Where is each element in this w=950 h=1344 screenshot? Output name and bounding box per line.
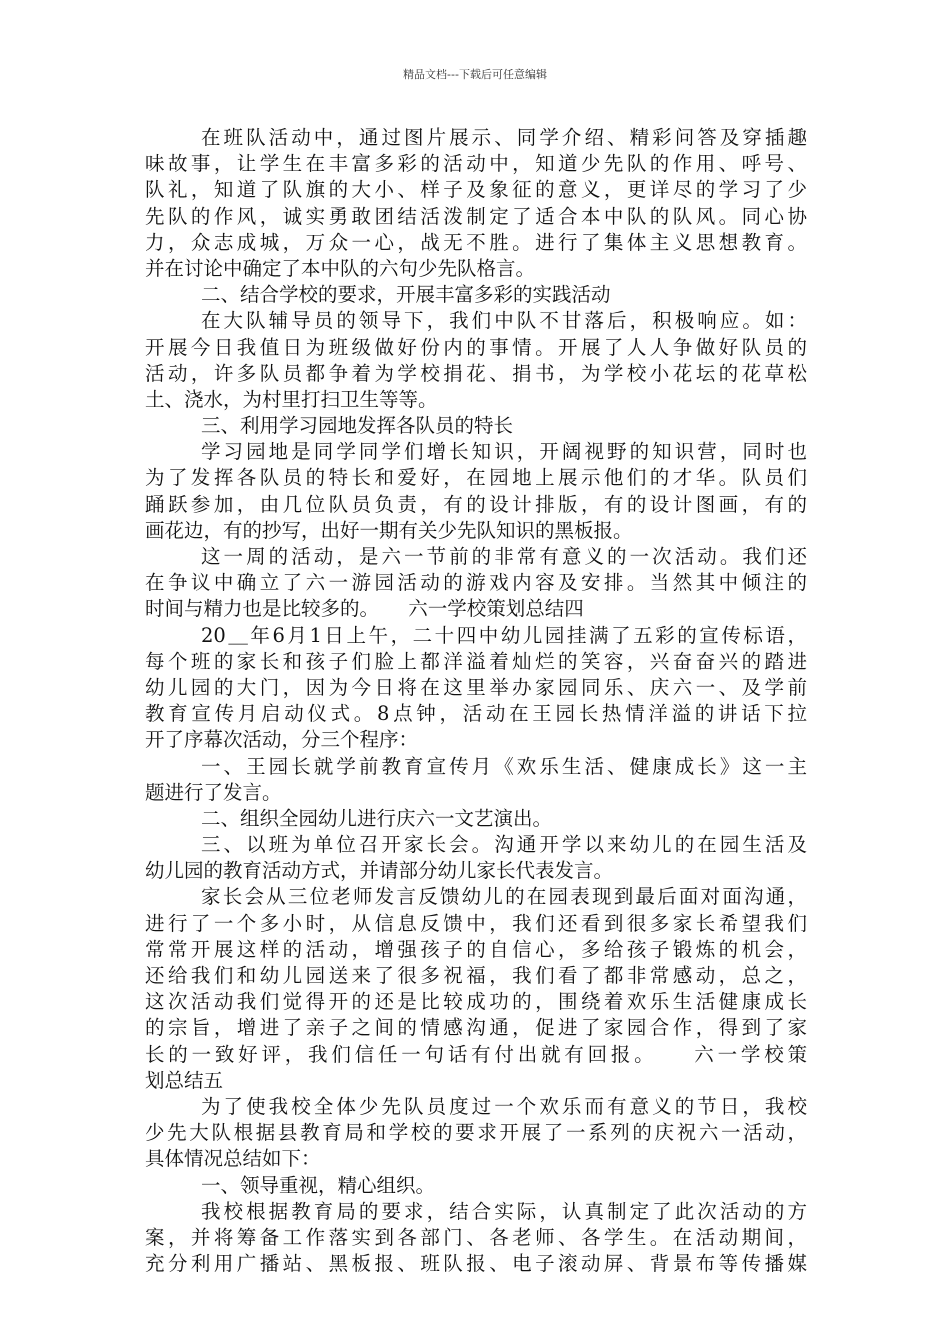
text-line: 每个班的家长和孩子们脸上都洋溢着灿烂的笑容，兴奋奋兴的踏进 [145,649,807,673]
text-line: 为了使我校全体少先队员度过一个欢乐而有意义的节日，我校 [201,1094,807,1118]
text-line: 时间与精力也是比较多的。 六一学校策划总结四 [145,597,584,621]
text-line: 踊跃参加，由几位队员负责，有的设计排版，有的设计图画，有的 [145,492,807,516]
text-line: 并在讨论中确定了本中队的六句少先队格言。 [145,256,536,280]
text-line: 土、浇水，为村里打扫卫生等等。 [145,387,438,411]
page-header: 精品文档---下载后可任意编辑 [403,68,547,81]
text-line: 充分利用广播站、黑板报、班队报、电子滚动屏、背景布等传播媒 [145,1252,807,1276]
text-line: 一、领导重视，精心组织。 [201,1173,436,1197]
text-line: 味故事，让学生在丰富多彩的活动中，知道少先队的作用、呼号、 [145,152,807,176]
text-line: 画花边，有的抄写，出好一期有关少先队知识的黑板报。 [145,518,633,542]
text-line: 在班队活动中，通过图片展示、同学介绍、精彩问答及穿插趣 [201,126,807,149]
text-line: 具体情况总结如下： [145,1147,321,1171]
text-line: 开展今日我值日为班级做好份内的事情。开展了人人争做好队员的 [145,335,807,359]
text-line: 我校根据教育局的要求，结合实际，认真制定了此次活动的方 [201,1199,807,1223]
text-line: 家长会从三位老师发言反馈幼儿的在园表现到最后面对面沟通， [201,885,807,909]
text-line: 划总结五 [145,1068,224,1092]
text-line: 三、以班为单位召开家长会。沟通开学以来幼儿的在园生活及 [201,833,807,857]
text-line: 进行了一个多小时，从信息反馈中，我们还看到很多家长希望我们 [145,911,807,935]
text-line: 先队的作风，诚实勇敢团结活泼制定了适合本中队的队风。同心协 [145,204,807,228]
text-line: 这一周的活动，是六一节前的非常有意义的一次活动。我们还 [201,545,807,568]
text-line: 二、结合学校的要求，开展丰富多彩的实践活动 [201,283,611,307]
text-line: 为了发挥各队员的特长和爱好，在园地上展示他们的才华。队员们 [145,466,807,490]
text-line: 活动，许多队员都争着为学校捐花、捐书，为学校小花坛的花草松 [145,361,807,385]
text-line: 三、利用学习园地发挥各队员的特长 [201,414,514,438]
text-line: 少先大队根据县教育局和学校的要求开展了一系列的庆祝六一活动， [145,1121,807,1145]
text-line: 二、组织全园幼儿进行庆六一文艺演出。 [201,806,553,830]
text-line: 20＿年6月1日上午，二十四中幼儿园挂满了五彩的宣传标语， [201,623,807,647]
text-line: 的宗旨，增进了亲子之间的情感沟通，促进了家园合作，得到了家 [145,1016,807,1040]
text-line: 一、王园长就学前教育宣传月《欢乐生活、健康成长》这一主 [201,754,807,778]
text-line: 长的一致好评，我们信任一句话有付出就有回报。 六一学校策 [145,1042,807,1066]
text-line: 在争议中确立了六一游园活动的游戏内容及安排。当然其中倾注的 [145,571,807,595]
text-line: 常常开展这样的活动，增强孩子的自信心，多给孩子锻炼的机会， [145,937,807,961]
text-line: 教育宣传月启动仪式。8点钟，活动在王园长热情洋溢的讲话下拉 [145,702,807,726]
text-line: 学习园地是同学同学们增长知识，开阔视野的知识营，同时也 [201,440,807,464]
text-line: 还给我们和幼儿园送来了很多祝福，我们看了都非常感动，总之， [145,964,807,987]
text-line: 开了序幕次活动，分三个程序： [145,728,419,752]
text-line: 案，并将筹备工作落实到各部门、各老师、各学生。在活动期间， [145,1225,807,1249]
text-line: 幼儿园的教育活动方式，并请部分幼儿家长代表发言。 [145,859,614,883]
document-body [145,125,807,1277]
text-line: 幼儿园的大门，因为今日将在这里举办家园同乐、庆六一、及学前 [145,675,807,699]
text-line: 在大队辅导员的领导下，我们中队不甘落后，积极响应。如： [201,309,807,333]
text-line: 题进行了发言。 [145,780,282,804]
text-line: 队礼，知道了队旗的大小、样子及象征的意义，更详尽的学习了少 [145,178,807,202]
text-line: 力，众志成城，万众一心，战无不胜。进行了集体主义思想教育。 [145,230,807,254]
text-line: 这次活动我们觉得开的还是比较成功的，围绕着欢乐生活健康成长 [145,990,807,1014]
